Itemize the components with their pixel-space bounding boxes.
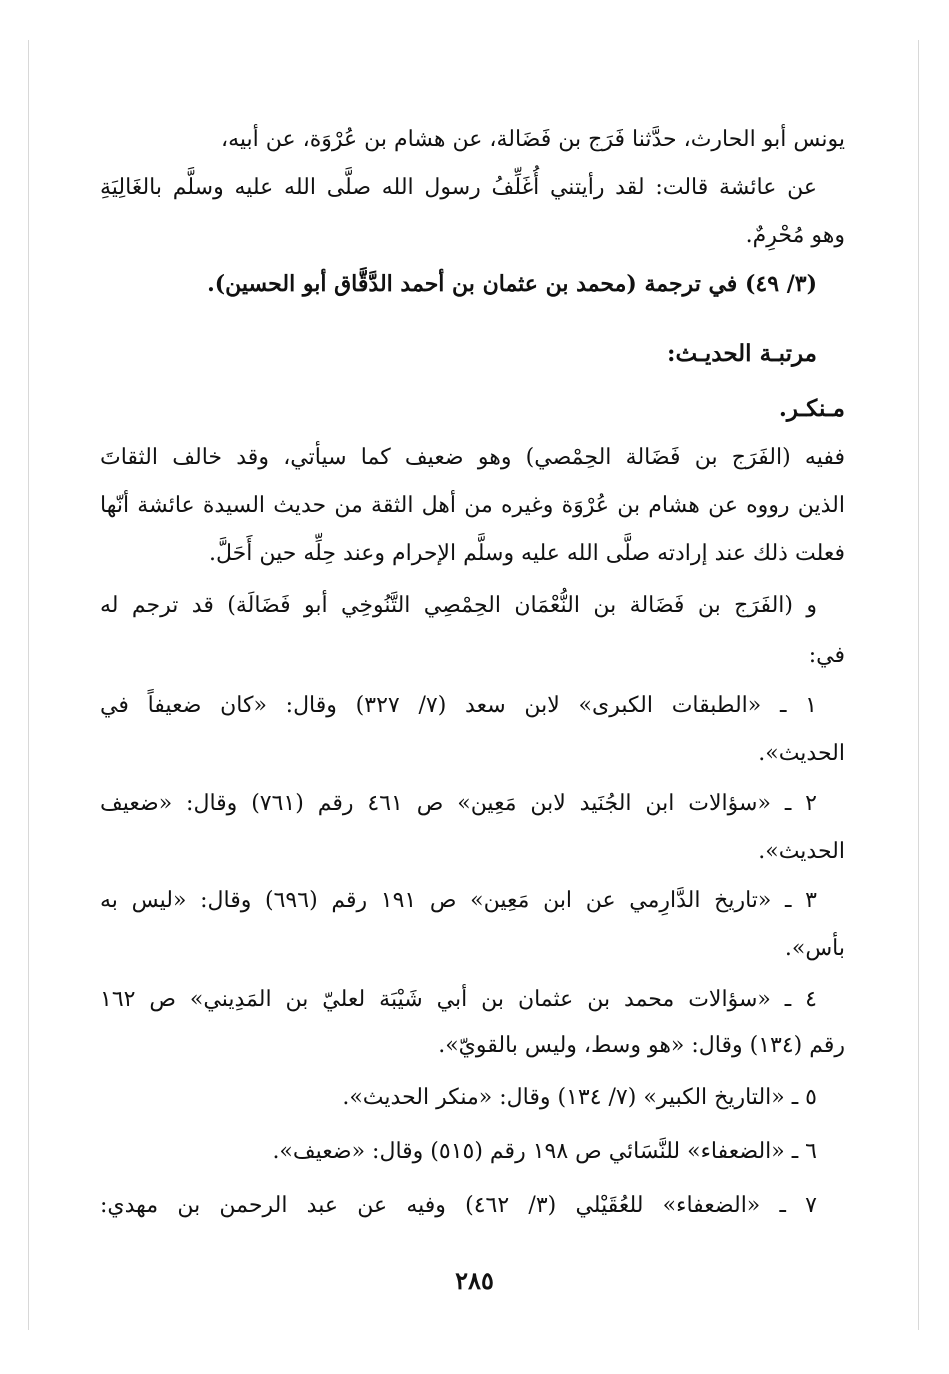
list-item-4-cont: رقم (١٣٤) وقال: «هو وسط، وليس بالقويّ».: [438, 1033, 845, 1058]
citation-line: (٣/ ٤٩) في ترجمة (محمد بن عثمان بن أحمد الدَّقَّاق أبو الحسين).: [207, 271, 817, 297]
paragraph-line-2: الذين رووه عن هشام بن عُرْوَة وغيره من أهل الثقة من حديث السيدة عائشة أنّها: [100, 493, 845, 518]
page-edge-left: [28, 40, 29, 1330]
list-item-3: ٣ ـ «تاريخ الدَّارِمي عن ابن مَعِين» ص ١٩١ رقم (٦٩٦) وقال: «ليس به: [100, 888, 817, 913]
list-item-5: ٥ ـ «التاريخ الكبير» (٧/ ١٣٤) وقال: «منكر الحديث».: [342, 1085, 817, 1110]
list-item-3-cont: بأس».: [784, 936, 845, 961]
list-item-2: ٢ ـ «سؤالات ابن الجُنَيد لابن مَعِين» ص ٤٦١ رقم (٧٦١) وقال: «ضعيف: [100, 791, 817, 816]
list-item-1-cont: الحديث».: [758, 741, 845, 766]
text-line-3: وهو مُحْرِمٌ.: [745, 223, 845, 248]
list-item-4: ٤ ـ «سؤالات محمد بن عثمان بن أبي شَيْبَة لعليّ بن المَدِيني» ص ١٦٢: [100, 987, 817, 1012]
paragraph-line-5: في:: [808, 643, 845, 668]
text-line-1: يونس أبو الحارث، حدَّثنا فَرَج بن فَضَالة، عن هشام بن عُرْوَة، عن أبيه،: [220, 127, 845, 152]
list-item-1: ١ ـ «الطبقات الكبرى» لابن سعد (٧/ ٣٢٧) وقال: «كان ضعيفاً في: [100, 693, 817, 718]
page-number: ٢٨٥: [455, 1266, 494, 1295]
section-heading: مرتبـة الحديـث:: [667, 340, 817, 367]
section-verdict: مـنكـر.: [778, 395, 845, 422]
text-line-2: عن عائشة قالت: لقد رأيتني أُغَلِّفُ رسول الله صلَّى الله عليه وسلَّم بالغَالِيَةِ: [100, 175, 817, 200]
paragraph-line-3: فعلت ذلك عند إرادته صلَّى الله عليه وسلَّم الإحرام وعند حِلِّه حين أَحَلَّ.: [209, 541, 845, 566]
paragraph-line-4: و (الفَرَج بن فَضَالة بن النُّعْمَان الحِمْصِي التَّنُوخِي أبو فَضَالَة) قد ترجم له: [100, 593, 817, 618]
page-edge-right: [918, 40, 919, 1330]
list-item-6: ٦ ـ «الضعفاء» للنَّسَائي ص ١٩٨ رقم (٥١٥) وقال: «ضعيف».: [272, 1139, 817, 1164]
paragraph-line-1: ففيه (الفَرَج بن فَضَالة الحِمْصي) وهو ضعيف كما سيأتي، وقد خالف الثقاتَ: [100, 445, 845, 470]
list-item-2-cont: الحديث».: [758, 839, 845, 864]
list-item-7: ٧ ـ «الضعفاء» للعُقَيْلي (٣/ ٤٦٢) وفيه عن عبد الرحمن بن مهدي:: [100, 1193, 817, 1218]
